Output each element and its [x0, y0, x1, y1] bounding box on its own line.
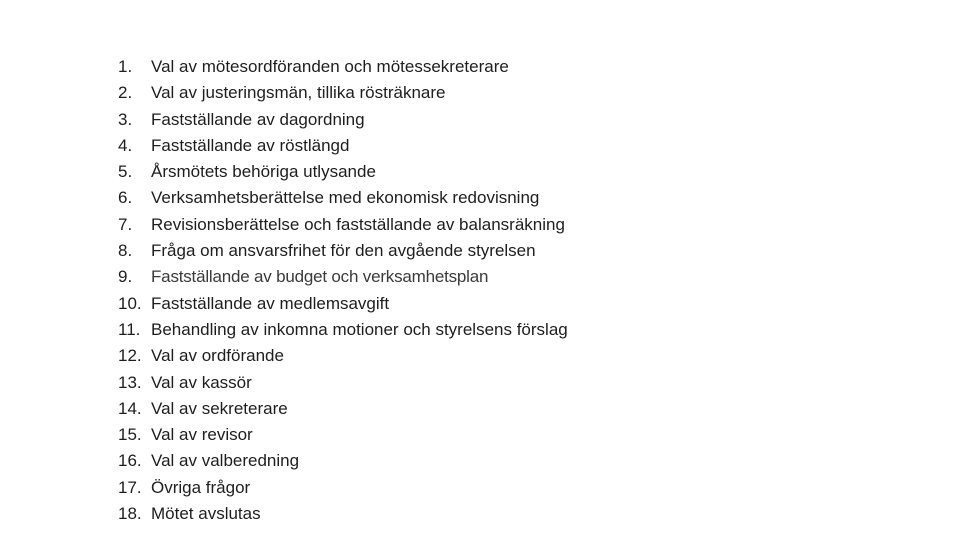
agenda-item-2 [118, 80, 568, 106]
agenda-item-5 [118, 159, 568, 185]
item-number: 16. [118, 451, 142, 471]
item-text: Fastställande av röstlängd [151, 135, 350, 155]
agenda-item-10 [118, 291, 568, 317]
item-text: Fråga om ansvarsfrihet för den avgående styrelsen [151, 241, 536, 261]
item-number: 15. [118, 425, 142, 445]
item-number: 11. [118, 319, 141, 339]
agenda-item-4 [118, 133, 568, 159]
item-text: Revisionsberättelse och fastställande av balansräkning [151, 214, 565, 234]
item-text: Val av valberedning [151, 451, 300, 471]
item-text: Val av revisor [151, 425, 253, 445]
item-text: Val av ordförande [151, 346, 284, 366]
agenda-item-9 [118, 264, 568, 290]
agenda-item-7 [118, 212, 568, 238]
item-text: Fastställande av dagordning [151, 109, 365, 129]
item-number: 5. [118, 162, 133, 182]
agenda-item-15 [118, 422, 568, 448]
item-text: Verksamhetsberättelse med ekonomisk redovisning [151, 188, 540, 208]
item-text: Fastställande av medlemsavgift [151, 293, 390, 313]
item-text: Val av kassör [151, 372, 252, 392]
item-number: 3. [118, 109, 133, 129]
agenda-item-12 [118, 343, 568, 369]
item-number: 9. [118, 267, 133, 287]
item-text: Fastställande av budget och verksamhetsplan [151, 267, 489, 287]
item-text: Behandling av inkomna motioner och styrelsens förslag [151, 319, 568, 339]
item-number: 6. [118, 188, 133, 208]
item-number: 13. [118, 372, 142, 392]
item-text: Årsmötets behöriga utlysande [151, 162, 376, 182]
agenda-list [118, 54, 568, 527]
item-number: 17. [118, 477, 142, 497]
item-number: 1. [118, 57, 133, 76]
item-number: 4. [118, 135, 133, 155]
agenda-item-14 [118, 396, 568, 422]
agenda-item-16 [118, 448, 568, 474]
agenda-item-1 [118, 54, 568, 80]
item-number: 14. [118, 398, 142, 418]
item-text: Val av sekreterare [151, 398, 288, 418]
agenda-item-11 [118, 317, 568, 343]
agenda-item-6 [118, 185, 568, 211]
item-text: Övriga frågor [151, 477, 251, 497]
item-number: 7. [118, 214, 133, 234]
agenda-item-3 [118, 107, 568, 133]
item-number: 2. [118, 83, 133, 103]
item-text: Mötet avslutas [151, 504, 261, 524]
agenda-item-17 [118, 475, 568, 501]
agenda-item-18 [118, 501, 568, 527]
agenda-item-8 [118, 238, 568, 264]
item-number: 10. [118, 293, 142, 313]
item-text: Val av justeringsmän, tillika rösträknare [151, 83, 446, 103]
item-text: Val av mötesordföranden och mötessekreterare [151, 57, 509, 76]
agenda-item-13 [118, 370, 568, 396]
item-number: 12. [118, 346, 142, 366]
item-number: 18. [118, 504, 142, 524]
item-number: 8. [118, 241, 133, 261]
